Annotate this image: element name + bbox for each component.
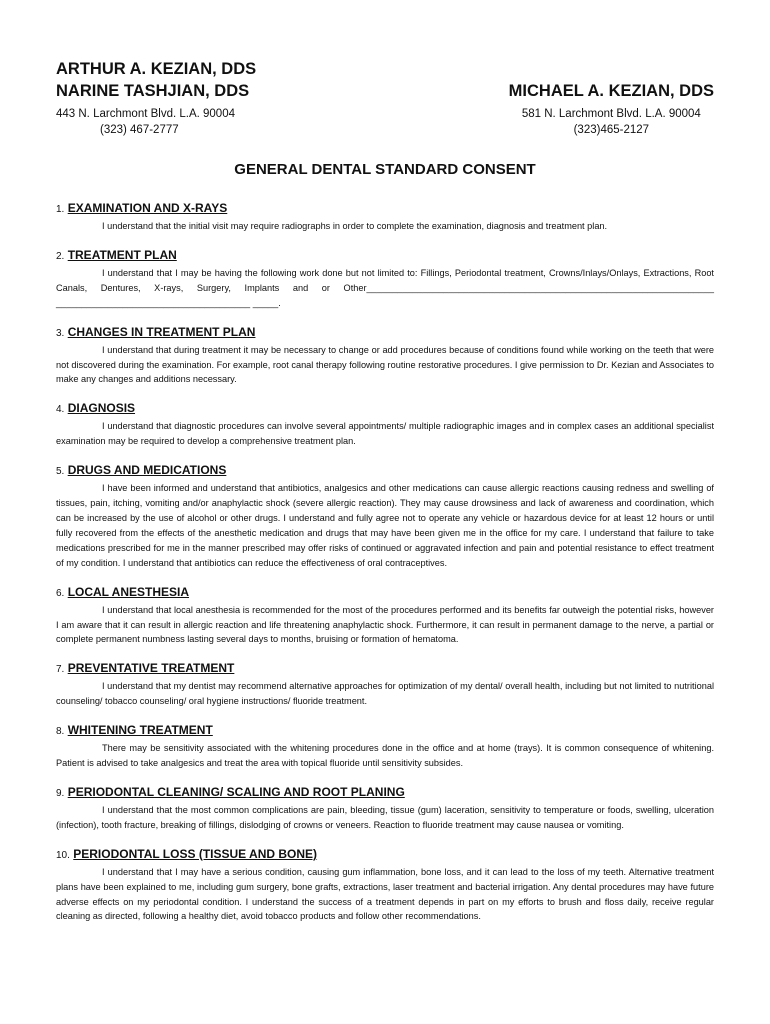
office-address: 443 N. Larchmont Blvd. L.A. 90004 [56,108,235,120]
section-number: 10. [56,849,70,861]
section-number: 4. [56,404,65,416]
doctor-name: NARINE TASHJIAN, DDS [56,82,250,100]
section-heading [56,722,714,740]
section-body: I understand that the most common complications are pain, bleeding, tissue (gum) laceration, sensitivity to temperature or foods, swelling, ulceration (infection), tooth fracture, breaking of fillings, dislodging of crowns or veneers. Reaction to fluoride treatment may cause nausea or vomiting. [56,804,714,830]
section-number: 3. [56,327,65,339]
consent-section [56,722,714,771]
section-body: I understand that I may be having the following work done but not limited to: Fillings, Periodontal treatment, Crowns/Inlays/Onlays, Extractions, Root Canals, Dentures, X-rays, Surgery, Implants and or Other____________________________________________________________________ ______________________________________ _____. [56,267,714,308]
section-title: DRUGS AND MEDICATIONS [67,463,227,478]
office-phone: (323) 467-2777 [100,124,179,136]
section-number: 9. [56,787,65,799]
section-number: 8. [56,726,65,738]
consent-section [56,660,714,709]
section-heading [56,247,714,265]
consent-section [56,462,714,570]
section-body: I understand that my dentist may recommend alternative approaches for optimization of my dental/ overall health, including but not limited to nutritional counseling/ tobacco counseling/ oral hygiene instructions/ fluoride treatment. [56,681,714,707]
section-body: I understand that diagnostic procedures can involve several appointments/ multiple radiographic images and in complex cases an additional specialist examination may be required to develop a comprehensive treatment plan. [56,421,714,447]
doctor-name: ARTHUR A. KEZIAN, DDS [56,60,257,78]
section-body: I understand that during treatment it may be necessary to change or add procedures because of conditions found while working on the teeth that were not discovered during the examination. For example, root canal therapy following routine restorative procedures. I give permission to Dr. Kezian and Associates to make any changes and additions necessary. [56,344,714,385]
section-title: CHANGES IN TREATMENT PLAN [67,324,256,339]
section-title: PERIODONTAL CLEANING/ SCALING AND ROOT PLANING [67,784,405,799]
section-body: I understand that I may have a serious condition, causing gum inflammation, bone loss, and it can lead to the loss of my teeth. Alternative treatment plans have been explained to me, including gum surgery, bone grafts, extractions, laser treatment and bacterial irrigation. Any dental procedures may have future adverse effects on my periodontal condition. I understand the success of a treatment depends in part on my efforts to brush and floss daily, receive regular cleaning as directed, following a healthy diet, avoid tobacco products and follow other recommendations. [56,866,714,922]
section-number: 5. [56,466,65,478]
right-office-header [509,80,714,138]
consent-section [56,784,714,833]
section-heading [56,400,714,418]
section-title: PREVENTATIVE TREATMENT [67,661,235,676]
left-office-header [56,58,256,138]
consent-section [56,584,714,648]
section-body: I understand that local anesthesia is recommended for the most of the procedures performed and its benefits far outweigh the potential risks, however I am aware that it can result in allergic reaction and life threatening anaphylactic shock. Furthermore, it can result in permanent damage to the nerve, a partial or complete permanent numbness lasting several days to months, bruising or formation of hematoma. [56,604,714,645]
section-title: TREATMENT PLAN [67,247,177,262]
consent-section [56,324,714,388]
section-title: DIAGNOSIS [67,401,136,416]
section-heading [56,660,714,678]
doctor-name: MICHAEL A. KEZIAN, DDS [508,82,714,100]
section-heading [56,462,714,480]
section-heading [56,324,714,342]
section-number: 2. [56,250,65,262]
section-heading [56,846,714,864]
section-number: 1. [56,204,65,215]
section-body: I understand that the initial visit may require radiographs in order to complete the examination, diagnosis and treatment plan. [102,221,608,231]
section-title: LOCAL ANESTHESIA [67,584,190,599]
section-heading [56,584,714,602]
section-number: 7. [56,664,65,676]
section-body: I have been informed and understand that antibiotics, analgesics and other medications can cause allergic reactions causing redness and swelling of tissues, pain, itching, vomiting and/or anaphylactic shock (severe allergic reaction). They may cause drowsiness and lack of awareness and coordination, which can be increased by the use of alcohol or other drugs. I understand and fully agree not to operate any vehicle or hazardous device for at least 12 hours or until fully recovered from the effects of the anesthetic medication and drugs that may have been given me in the office for my care. I understand that failure to take medications prescribed for me in the manner prescribed may offer risks of continued or aggravated infection and pain and potential resistance to effect treatment of my condition. I understand that antibiotics can reduce the effectiveness of oral contraceptives. [56,483,714,568]
section-title: PERIODONTAL LOSS (TISSUE AND BONE) [73,846,318,861]
section-heading [56,784,714,802]
section-body: There may be sensitivity associated with the whitening procedures done in the office and at home (trays). It is common consequence of whitening. Patient is advised to take analgesics and treat the area with topical fluoride until sensitivity subsides. [56,743,714,769]
consent-section [56,200,714,234]
consent-section [56,846,714,925]
consent-section [56,400,714,449]
section-title: WHITENING TREATMENT [67,723,213,738]
office-phone: (323)465-2127 [573,124,650,136]
section-title: EXAMINATION AND X-RAYS [67,201,228,215]
section-number: 6. [56,587,65,599]
section-heading [56,200,714,218]
consent-sections [56,200,714,937]
office-address: 581 N. Larchmont Blvd. L.A. 90004 [521,108,701,120]
consent-section [56,247,714,311]
document-title: GENERAL DENTAL STANDARD CONSENT [234,161,536,178]
